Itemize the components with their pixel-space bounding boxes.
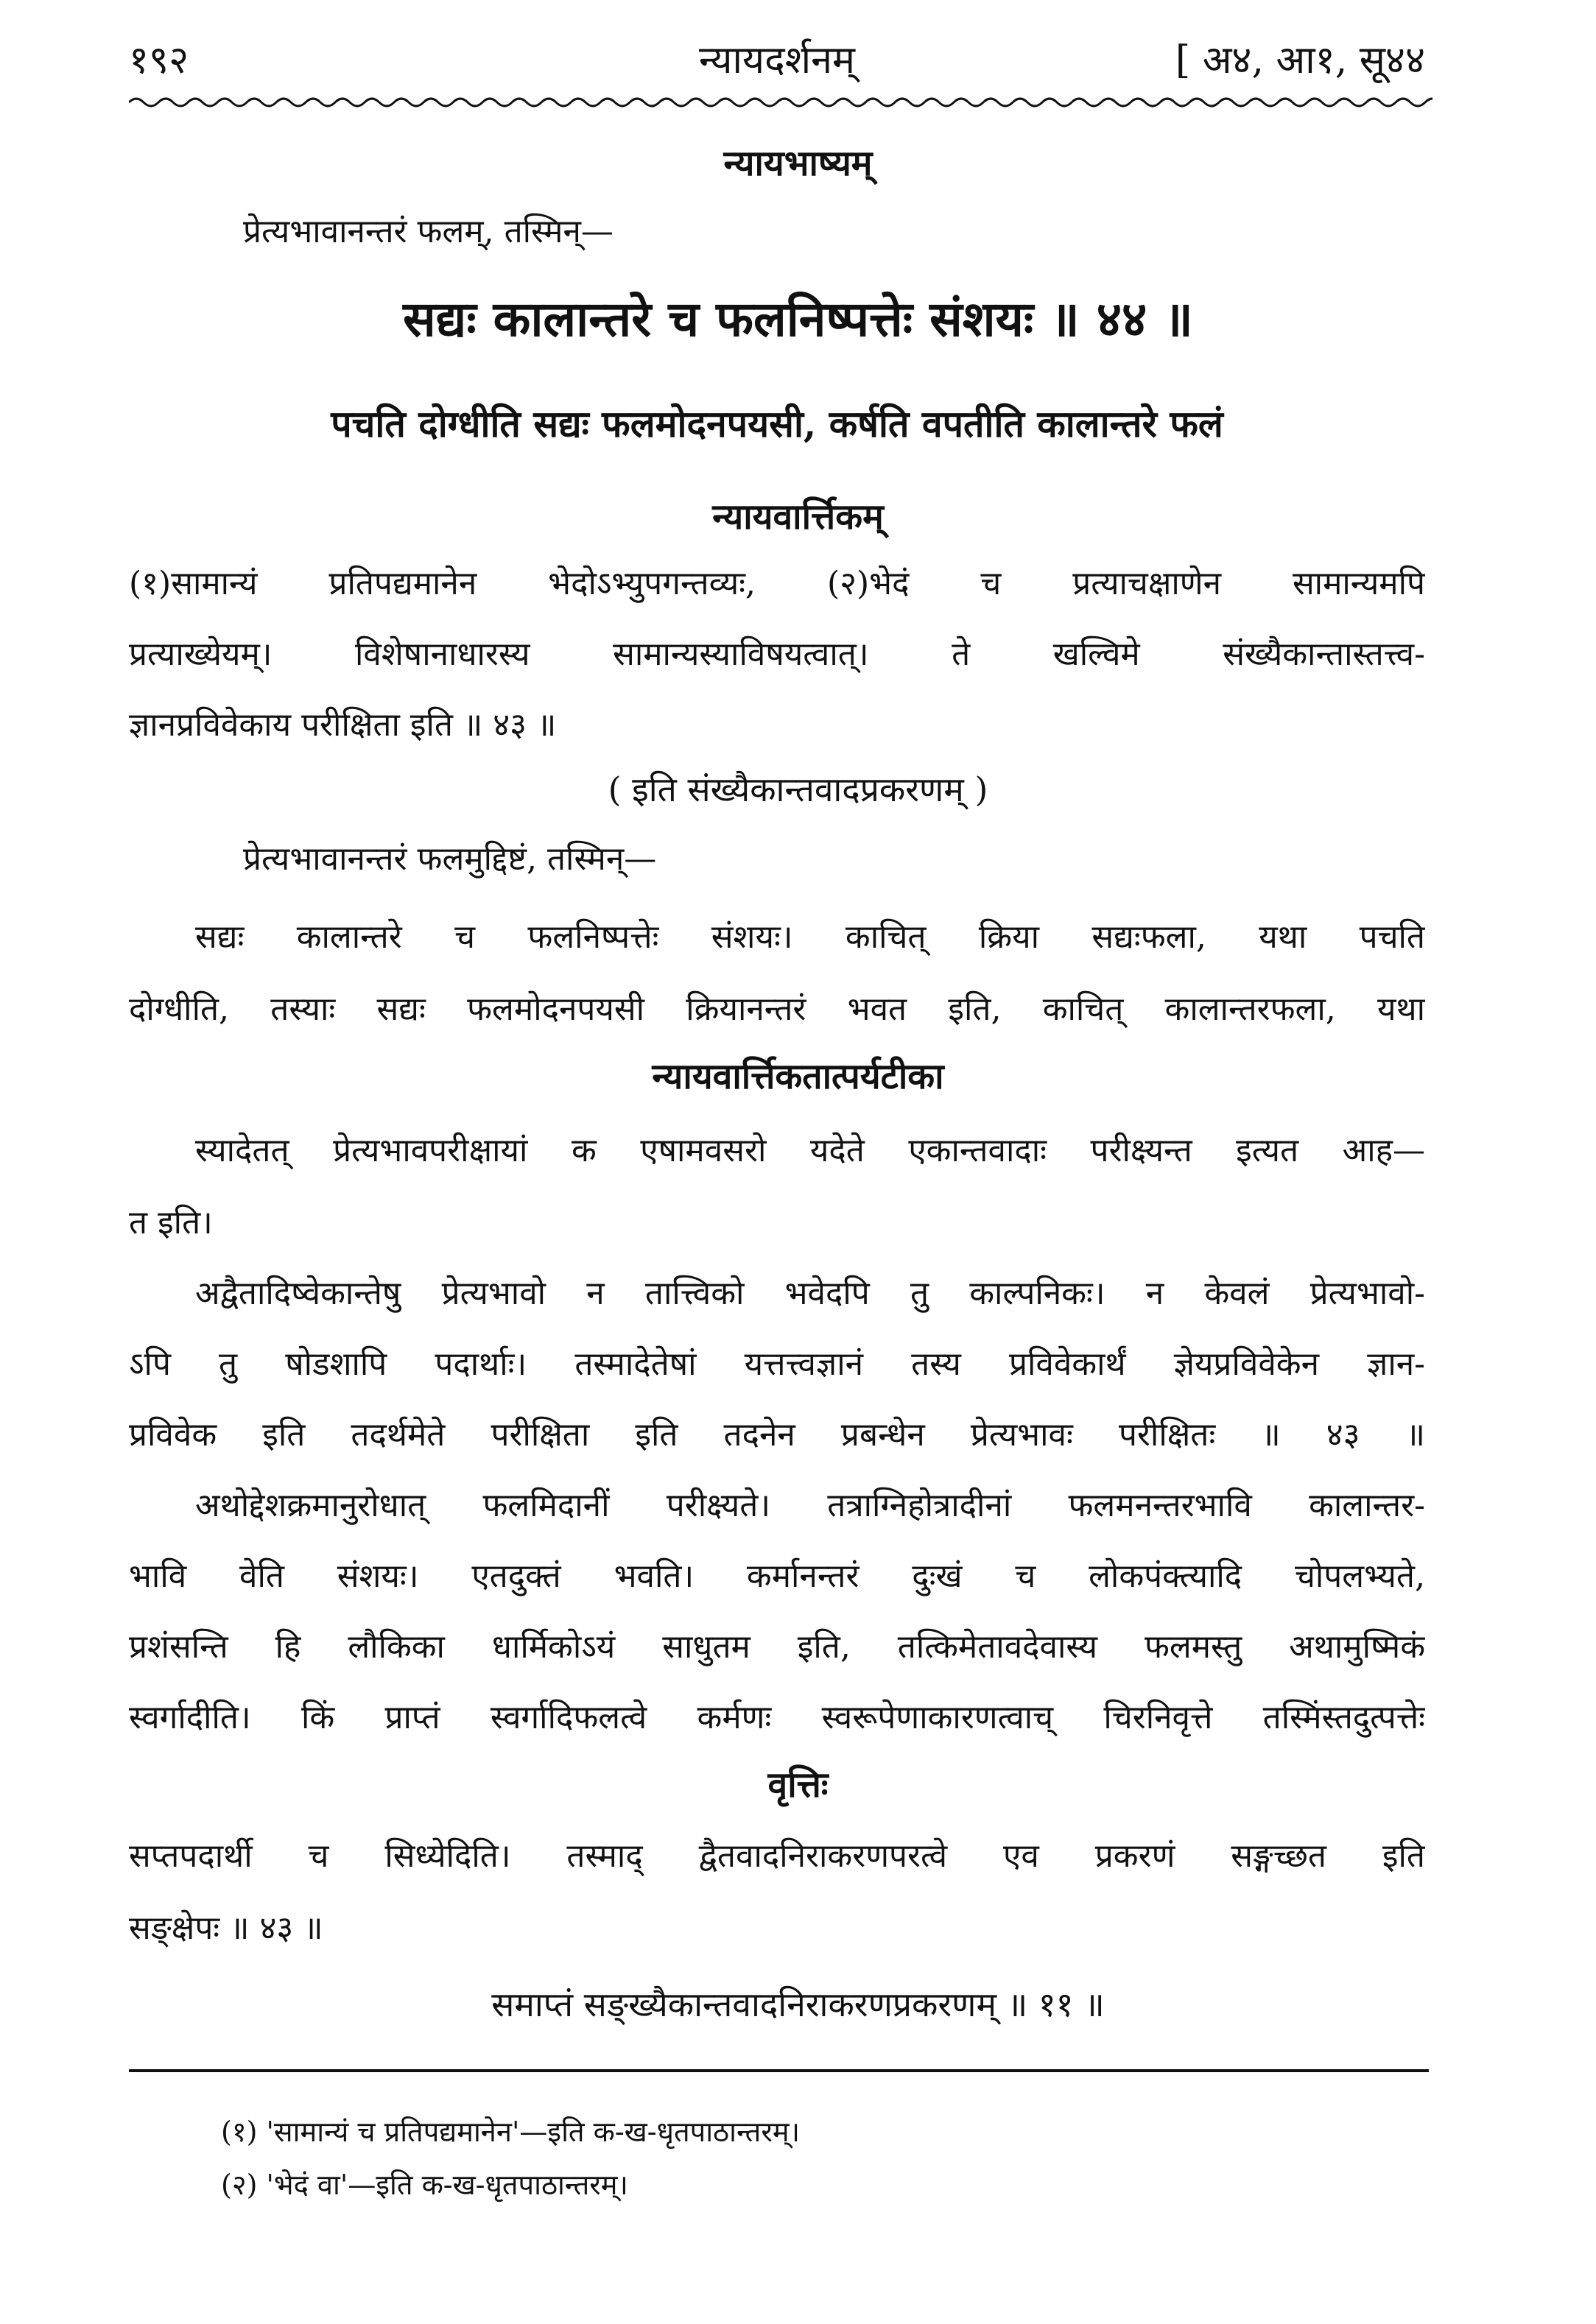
footnote-2: (२) 'भेदं वा'—इति क-ख-धृतपाठान्तरम्। (221, 2169, 628, 2201)
tika-line-8: प्रशंसन्ति हि लौकिका धार्मिकोऽयं साधुतम इति, तत्किमेतावदेवास्य फलमस्तु अथामुष्मिकं (129, 1628, 1425, 1666)
vartika-intro: प्रेत्यभावानन्तरं फलमुद्दिष्टं, तस्मिन्— (243, 840, 657, 878)
tika-line-3: अद्वैतादिष्वेकान्तेषु प्रेत्यभावो न तात्त्विको भवेदपि तु काल्पनिकः। न केवलं प्रेत्यभावो- (195, 1275, 1425, 1312)
tika-line-1: स्यादेतत् प्रेत्यभावपरीक्षायां क एषामवसरो यदेते एकान्तवादाः परीक्ष्यन्त इत्यत आह— (195, 1132, 1425, 1169)
vartika-prakarana-end: ( इति संख्यैकान्तवादप्रकरणम् ) (608, 770, 988, 809)
vartika-line-1: (१)सामान्यं प्रतिपद्यमानेन भेदोऽभ्युपगन्तव्यः, (२)भेदं च प्रत्याचक्षाणेन सामान्यमपि (129, 565, 1425, 602)
vritti-samapti: समाप्तं सङ्ख्यैकान्तवादनिराकरणप्रकरणम् ॥ ११ ॥ (491, 1985, 1105, 2024)
bhashya-text: पचति दोग्धीति सद्यः फलमोदनपयसी, कर्षति वपतीति कालान्तरे फलं (331, 402, 1223, 446)
vartika-sutra-line-1: सद्यः कालान्तरे च फलनिष्पत्तेः संशयः। काचित् क्रिया सद्यःफला, यथा पचति (195, 918, 1425, 956)
footnote-rule (129, 2069, 1429, 2072)
tika-heading: न्यायवार्त्तिकतात्पर्यटीका (652, 1056, 944, 1097)
chapter-reference: [ अ४, आ१, सू४४ (1175, 38, 1425, 82)
header-wavy-rule (129, 94, 1432, 110)
bhashya-heading: न्यायभाष्यम् (723, 143, 873, 184)
tika-line-4: ऽपि तु षोडशापि पदार्थाः। तस्मादेतेषां यत्तत्त्वज्ञानं तस्य प्रविवेकार्थं ज्ञेयप्रविवेकेन ज्ञान- (129, 1345, 1425, 1383)
vritti-heading: वृत्तिः (767, 1764, 829, 1806)
tika-line-9: स्वर्गादीति। किं प्राप्तं स्वर्गादिफलत्वे कर्मणः स्वरूपेणाकारणत्वाच् चिरनिवृत्ते तस्मिंस्तदुत्पत्तेः (129, 1699, 1425, 1736)
page-number: १९२ (129, 38, 189, 82)
vartika-line-2: प्रत्याख्येयम्। विशेषानाधारस्य सामान्यस्याविषयत्वात्। ते खल्विमे संख्यैकान्तास्तत्त्व- (129, 635, 1425, 673)
vritti-line-1: सप्तपदार्थी च सिध्येदिति। तस्माद् द्वैतवादनिराकरणपरत्वे एव प्रकरणं सङ्गच्छत इति (129, 1837, 1425, 1875)
vritti-line-2: सङ्क्षेपः ॥ ४३ ॥ (129, 1909, 323, 1947)
running-title: न्यायदर्शनम् (698, 38, 856, 82)
vartika-line-3: ज्ञानप्रविवेकाय परीक्षिता इति ॥ ४३ ॥ (129, 706, 557, 744)
tika-line-6: अथोद्देशक्रमानुरोधात् फलमिदानीं परीक्ष्यते। तत्राग्निहोत्रादीनां फलमनन्तरभावि कालान्तर- (195, 1487, 1425, 1524)
tika-line-5: प्रविवेक इति तदर्थमेते परीक्षिता इति तदनेन प्रबन्धेन प्रेत्यभावः परीक्षितः ॥ ४३ ॥ (129, 1416, 1425, 1454)
bhashya-intro: प्रेत्यभावानन्तरं फलम्, तस्मिन्— (243, 213, 614, 250)
tika-line-2: त इति। (129, 1204, 213, 1242)
bhashya-sutra: सद्यः कालान्तरे च फलनिष्पत्तेः संशयः ॥ ४४ ॥ (403, 290, 1193, 348)
vartika-heading: न्यायवार्त्तिकम् (712, 496, 884, 538)
page-header (129, 31, 1425, 90)
vartika-sutra-line-2: दोग्धीति, तस्याः सद्यः फलमोदनपयसी क्रियानन्तरं भवत इति, काचित् कालान्तरफला, यथा (129, 990, 1425, 1028)
tika-line-7: भावि वेति संशयः। एतदुक्तं भवति। कर्मानन्तरं दुःखं च लोकपंक्त्यादि चोपलभ्यते, (129, 1557, 1425, 1595)
footnote-1: (१) 'सामान्यं च प्रतिपद्यमानेन'—इति क-ख-धृतपाठान्तरम्। (221, 2116, 801, 2148)
